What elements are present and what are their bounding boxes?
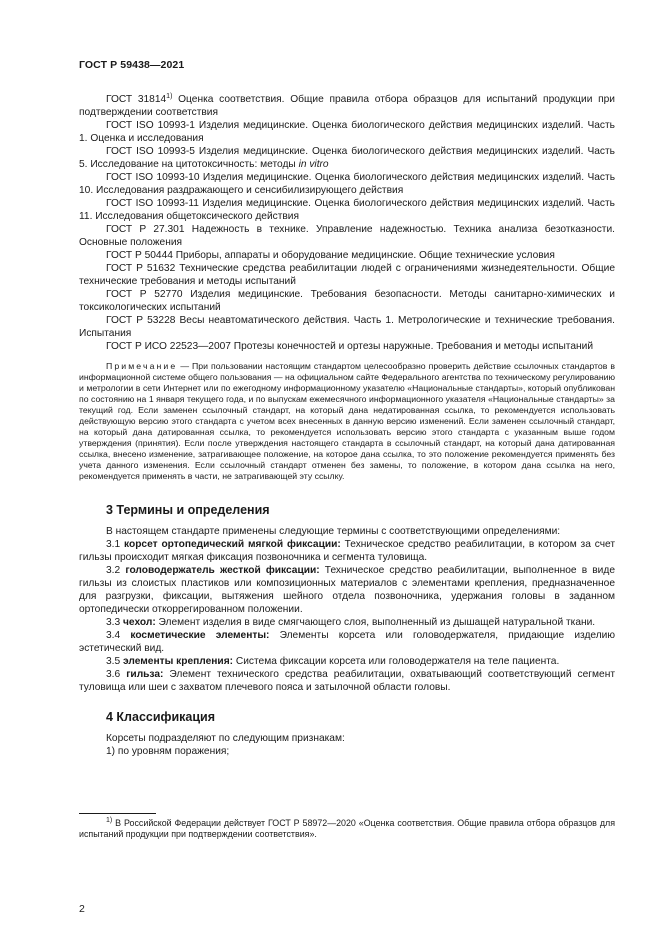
term-definition: 3.4 косметические элементы: Элементы корсета или головодержателя, придающие изделию эстетический вид. bbox=[79, 630, 616, 654]
section-4-intro: Корсеты подразделяют по следующим признакам: bbox=[106, 733, 345, 744]
page-body bbox=[79, 93, 615, 758]
section-4-heading: 4 Классификация bbox=[106, 710, 216, 724]
reference-item: ГОСТ Р 52770 Изделия медицинские. Требования безопасности. Методы санитарно-химических и токсикологических испытаний bbox=[79, 289, 615, 313]
term-definition: 3.6 гильза: Элемент технического средства реабилитации, охватывающий соответствующий сегмент туловища или шеи с захватом плечевого пояса и затылочной области головы. bbox=[79, 669, 615, 693]
reference-item: ГОСТ ISO 10993-5 Изделия медицинские. Оценка биологического действия медицинских изделий. Часть 5. Исследование на цитотоксичность: методы in vitro bbox=[79, 146, 615, 170]
classification-item: 1) по уровням поражения; bbox=[106, 746, 230, 757]
note-paragraph: Примечание — При пользовании настоящим стандартом целесообразно проверить действие ссылочных стандартов в информационной системе общего пользования — на официальном сайте Федерального агентства по техническому регулированию и метрологии в сети Интернет или по ежегодному информационному указателю «Национальные стандарты», который опубликован по состоянию на 1 января текущего года, и по выпускам ежемесячного информационного указателя «Национальные стандарты» за текущий год. Если заменен ссылочный стандарт, на который дана недатированная ссылка, то рекомендуется использовать действующую версию этого стандарта с учетом всех внесенных в данную версию изменений. Если заменен ссылочный стандарт, на который дана датированная ссылка, то рекомендуется использовать версию этого стандарта с указанным выше годом утверждения (принятия). Если после утверждения настоящего стандарта в ссылочный стандарт, на который дана датированная ссылка, внесено изменение, затрагивающее положение, на которое дана ссылка, то это положение рекомендуется применять без учета данного изменения. Если ссылочный стандарт отменен без замены, то положение, в котором дана ссылка на него, рекомендуется применять в части, не затрагивающей эту ссылку. bbox=[79, 361, 615, 481]
term-definition: 3.2 головодержатель жесткой фиксации: Техническое средство реабилитации, выполненное в виде гильзы из слоистых пластиков или композиционных материалов с элементами крепления, предназначенное для разгрузки, фиксации, вытяжения шейного отдела позвоночника, удержания головы в заданном ортопедически откоррегированном положении. bbox=[79, 565, 615, 615]
document-header: ГОСТ Р 59438—2021 bbox=[79, 59, 185, 71]
footnote: $^{1)}$ В Российской Федерации действует ГОСТ Р 58972—2020 «Оценка соответствия. Общие правила отбора образцов для испытаний продукции при подтверждении соответствия». bbox=[79, 817, 615, 840]
note-label: Примечание bbox=[106, 361, 178, 371]
reference-item: ГОСТ ISO 10993-11 Изделия медицинские. Оценка биологического действия медицинских изделий. Часть 11. Исследования общетоксического действия bbox=[79, 198, 615, 222]
section-3-intro: В настоящем стандарте применены следующие термины с соответствующими определениями: bbox=[106, 526, 561, 537]
normative-references bbox=[79, 93, 615, 353]
reference-item: ГОСТ Р 50444 Приборы, аппараты и оборудование медицинские. Общие технические условия bbox=[106, 250, 555, 261]
section-3-heading: 3 Термины и определения bbox=[106, 503, 270, 517]
page-number: 2 bbox=[79, 903, 85, 915]
term-definition: 3.5 элементы крепления: Система фиксации корсета или головодержателя на теле пациента. bbox=[106, 656, 560, 667]
term-definition: 3.3 чехол: Элемент изделия в виде смягчающего слоя, выполненный из дышащей натуральной ткани. bbox=[106, 617, 596, 628]
reference-item: ГОСТ 31814$^{1)}$ Оценка соответствия. Общие правила отбора образцов для испытаний продукции при подтверждении соответствия bbox=[79, 93, 615, 118]
reference-item: ГОСТ ISO 10993-10 Изделия медицинские. Оценка биологического действия медицинских изделий. Часть 10. Исследования раздражающего и сенсибилизирующего действия bbox=[79, 172, 615, 196]
reference-item: ГОСТ ISO 10993-1 Изделия медицинские. Оценка биологического действия медицинских изделий. Часть 1. Оценка и исследования bbox=[79, 120, 615, 144]
term-definition: 3.1 корсет ортопедический мягкой фиксации: Техническое средство реабилитации, в котором за счет гильзы происходит мягкая фиксация позвоночника и сегмента туловища. bbox=[79, 539, 615, 563]
footnote-divider bbox=[79, 813, 156, 814]
reference-item: ГОСТ Р 51632 Технические средства реабилитации людей с ограничениями жизнедеятельности. Общие технические требования и методы испытаний bbox=[79, 263, 615, 287]
reference-item: ГОСТ Р 53228 Весы неавтоматического действия. Часть 1. Метрологические и технические требования. Испытания bbox=[79, 315, 615, 339]
reference-item: ГОСТ Р ИСО 22523—2007 Протезы конечностей и ортезы наружные. Требования и методы испытаний bbox=[106, 341, 594, 352]
reference-item: ГОСТ Р 27.301 Надежность в технике. Управление надежностью. Техника анализа безотказности. Основные положения bbox=[79, 224, 615, 248]
